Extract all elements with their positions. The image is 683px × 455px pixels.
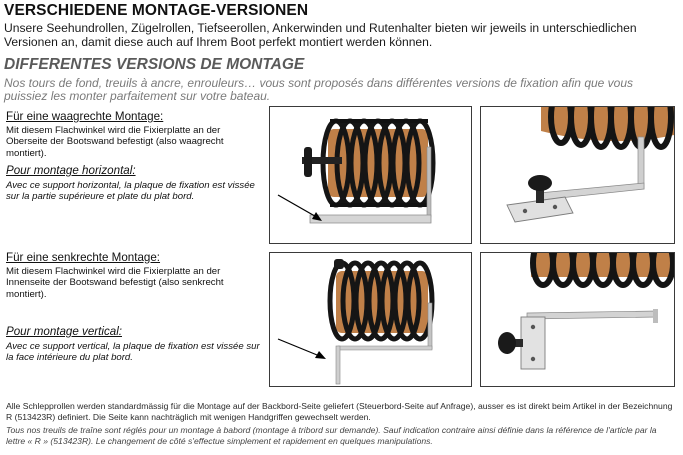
horizontal-text-fr: Avec ce support horizontal, la plaque de fixation est vissée sur la partie supérieure et plate du plat bord. [6, 180, 255, 203]
intro-de: Unsere Seehundrollen, Zügelrollen, Tiefseerollen, Ankerwinden und Rutenhalter bieten wir jeweils in unterschiedlichen Versionen an, damit diese auch auf Ihrem Boot perfekt montiert werden können. [4, 21, 637, 50]
vertical-text-fr: Avec ce support vertical, la plaque de fixation est vissée sur la face intérieure du plat bord. [6, 341, 260, 364]
vertical-text-de: Mit diesem Flachwinkel wird die Fixierplatte an der Innenseite der Bootswand befestigt (also senkrecht montiert). [6, 266, 224, 300]
horizontal-heading-fr: Pour montage horizontal: [6, 164, 136, 177]
intro-fr: Nos tours de fond, treuils à ancre, enrouleurs… vous sont proposés dans différentes versions de fixation afin que vous puissiez les monter parfaitement sur votre bateau. [4, 76, 634, 103]
footer-note-de: Alle Schlepprollen werden standardmässig für die Montage auf der Backbord-Seite geliefert (Steuerbord-Seite auf Anfrage), ausser es ist direkt beim Artikel in der Bezeichnung R (513423R) definiert. Die Seite kann nachträglich mit wenigen Handgriffen gewechselt werden. [6, 401, 673, 422]
horizontal-text-de: Mit diesem Flachwinkel wird die Fixierplatte an der Oberseite der Bootswand befestigt (also waagrecht montiert). [6, 125, 224, 159]
vertical-bracket-detail-photo [480, 252, 675, 387]
reel-vertical-mount-photo [269, 252, 472, 387]
horizontal-heading-de: Für eine waagrechte Montage: [6, 110, 164, 123]
footer-note-fr: Tous nos treuils de traîne sont réglés pour un montage à babord (montage à tribord sur demande). Sauf indication contraire ainsi définie dans la référence de l'article par la lettre « R » (513423R). Le changement de côté s'effectue simplement et rapidement en quelques manipulations. [6, 425, 657, 446]
reel-horizontal-mount-photo [269, 106, 472, 244]
title-de: VERSCHIEDENE MONTAGE-VERSIONEN [4, 2, 309, 19]
horizontal-bracket-detail-photo [480, 106, 675, 244]
title-fr: DIFFERENTES VERSIONS DE MONTAGE [4, 56, 305, 73]
vertical-heading-fr: Pour montage vertical: [6, 325, 122, 338]
vertical-heading-de: Für eine senkrechte Montage: [6, 251, 161, 264]
